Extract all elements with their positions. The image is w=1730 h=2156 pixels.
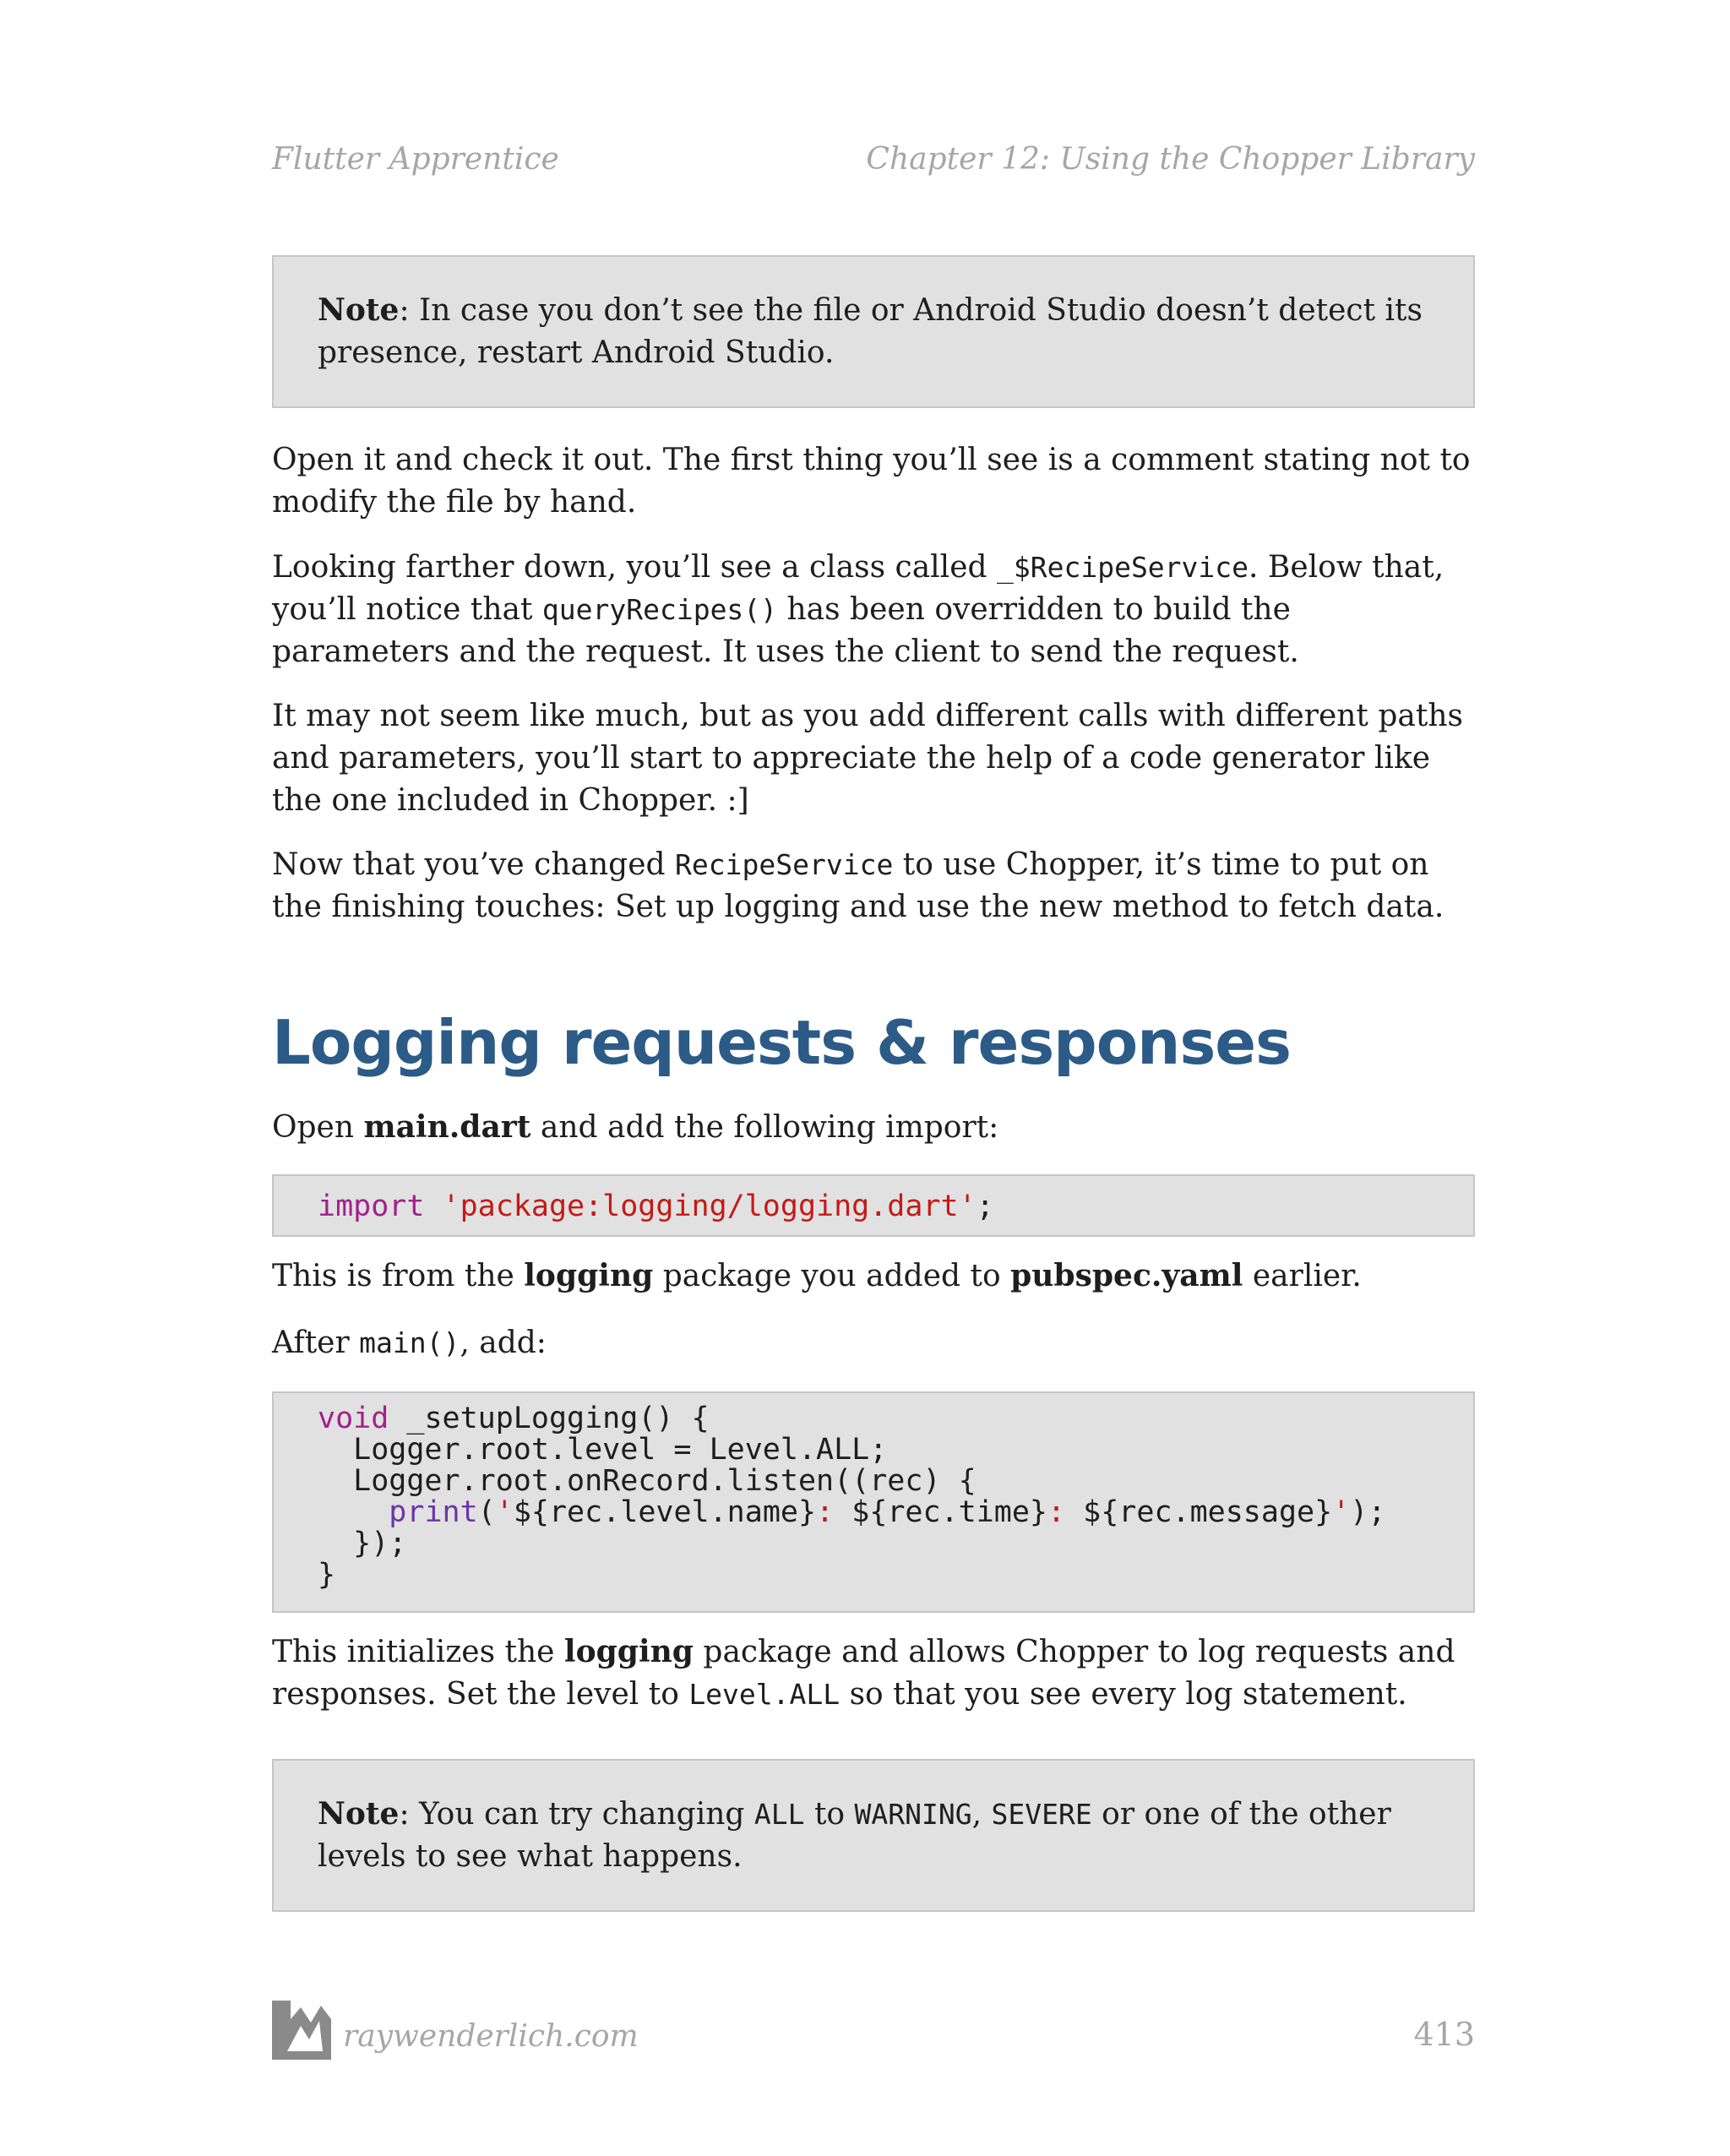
- footer-site-name: raywenderlich.com: [343, 2019, 639, 2054]
- note-box-levels: Note: You can try changing ALL to WARNING, SEVERE or one of the other levels to see what happens.: [272, 1759, 1475, 1912]
- paragraph-after-main: After main(), add:: [272, 1326, 547, 1360]
- note-label: Note: [318, 292, 400, 328]
- inline-code: Level.ALL: [688, 1678, 841, 1711]
- book-title: Flutter Apprentice: [272, 142, 559, 177]
- paragraph-logging-package: This is from the logging package you added to pubspec.yaml earlier.: [272, 1258, 1362, 1293]
- page-number: 413: [1413, 2016, 1475, 2053]
- paragraph-code-generator: It may not seem like much, but as you add different calls with different paths and parameters, you’ll start to appreciate the help of a code generator like the one included in Chopper. :]: [272, 699, 1463, 818]
- paragraph-initializes-logging: This initializes the logging package and allows Chopper to log requests and responses. Set the level to Level.ALL so that you see every log statement.: [272, 1634, 1455, 1712]
- inline-code: SEVERE: [991, 1798, 1092, 1831]
- inline-code: RecipeService: [675, 848, 894, 881]
- note-label: Note: [318, 1796, 400, 1832]
- note-box-restart: [272, 255, 1475, 408]
- paragraph-open-main: Open main.dart and add the following import:: [272, 1109, 999, 1145]
- section-heading: Logging requests & responses: [272, 1007, 1291, 1078]
- paragraph-generated-class: Looking farther down, you’ll see a class called _$RecipeService. Below that, you’ll notice that queryRecipes() has been overridden to build the parameters and the request. It uses the client to send the request.: [272, 550, 1444, 669]
- inline-code: main(): [359, 1326, 460, 1359]
- code-block-import: import 'package:logging/logging.dart';: [272, 1174, 1475, 1237]
- code-block-setup-logging: void _setupLogging() { Logger.root.level = Level.ALL; Logger.root.onRecord.listen((rec) { print('${rec.level.name}: ${rec.time}: ${rec.message}'); }); }: [272, 1391, 1475, 1613]
- chapter-title: Chapter 12: Using the Chopper Library: [866, 142, 1475, 177]
- inline-code: ALL: [753, 1798, 805, 1831]
- raywenderlich-logo-icon: [272, 2001, 331, 2060]
- note-text: : In case you don’t see the file or Android Studio doesn’t detect its presence, restart Android Studio.: [318, 293, 1423, 370]
- inline-code: _$RecipeService: [997, 551, 1249, 584]
- inline-code: queryRecipes(): [541, 593, 778, 626]
- paragraph-open-file: Open it and check it out. The first thing you’ll see is a comment stating not to modify the file by hand.: [272, 443, 1471, 520]
- paragraph-finishing-touches: Now that you’ve changed RecipeService to use Chopper, it’s time to put on the finishing touches: Set up logging and use the new method to fetch data.: [272, 847, 1444, 924]
- inline-code: WARNING: [854, 1798, 972, 1831]
